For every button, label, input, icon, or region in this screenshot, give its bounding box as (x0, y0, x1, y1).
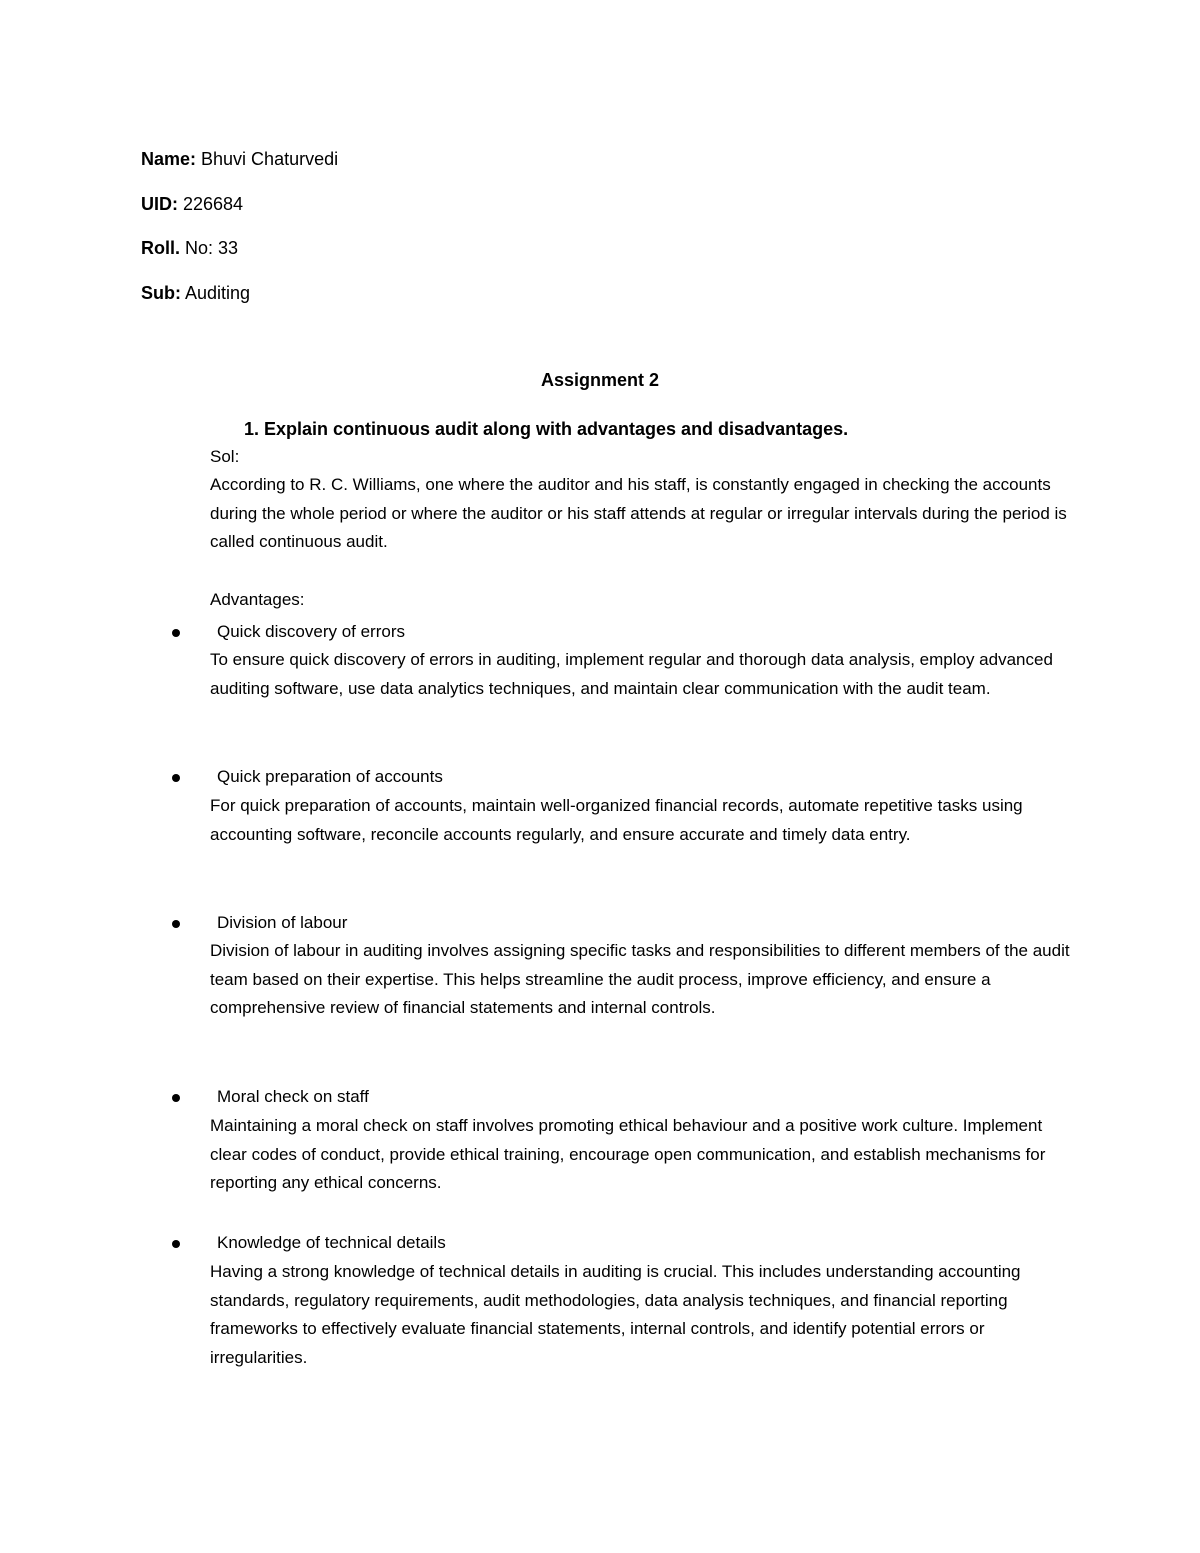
subject-line (141, 282, 250, 304)
advantage-heading: Division of labour (217, 913, 348, 932)
student-name-line (141, 148, 338, 170)
question-heading: 1. Explain continuous audit along with advantages and disadvantages. (244, 419, 849, 439)
advantage-heading: Knowledge of technical details (217, 1233, 446, 1252)
roll-line (141, 237, 238, 259)
advantage-text: To ensure quick discovery of errors in auditing, implement regular and thorough data analysis, employ advanced auditing software, use data analytics techniques, and maintain clear communication with the audit team. (210, 650, 1053, 698)
name-value: Bhuvi Chaturvedi (196, 149, 339, 169)
advantage-text: Maintaining a moral check on staff involves promoting ethical behaviour and a positive work culture. Implement clear codes of conduct, provide ethical training, encourage open communication, and establish mechanisms for reporting any ethical concerns. (210, 1116, 1046, 1193)
advantage-text: Division of labour in auditing involves assigning specific tasks and responsibilities to different members of the audit team based on their expertise. This helps streamline the audit process, improve efficiency, and ensure a comprehensive review of financial statements and internal controls. (210, 941, 1070, 1018)
definition-paragraph: According to R. C. Williams, one where the auditor and his staff, is constantly engaged in checking the accounts during the whole period or where the auditor or his staff attends at regular or irregular intervals during the period is called continuous audit. (210, 475, 1067, 552)
assignment-title: Assignment 2 (540, 370, 660, 390)
roll-value: No: 33 (180, 238, 239, 258)
name-label: Name: (141, 149, 197, 169)
roll-label: Roll. (141, 238, 180, 258)
advantage-text: For quick preparation of accounts, maintain well-organized financial records, automate repetitive tasks using accounting software, reconcile accounts regularly, and ensure accurate and timely data entry. (210, 796, 1023, 844)
sol-label: Sol: (210, 447, 240, 466)
advantages-label: Advantages: (210, 590, 305, 609)
advantage-heading: Quick preparation of accounts (217, 767, 443, 786)
bullet-icon (172, 774, 180, 782)
bullet-icon (172, 629, 180, 637)
advantage-heading: Quick discovery of errors (217, 622, 405, 641)
uid-value: 226684 (178, 194, 244, 214)
subject-label: Sub: (141, 283, 181, 303)
uid-line (141, 193, 243, 215)
bullet-icon (172, 1240, 180, 1248)
bullet-icon (172, 920, 180, 928)
advantage-text: Having a strong knowledge of technical details in auditing is crucial. This includes understanding accounting standards, regulatory requirements, audit methodologies, data analysis techniques, and financial reporting frameworks to effectively evaluate financial statements, internal controls, and identify potential errors or irregularities. (210, 1262, 1021, 1368)
uid-label: UID: (141, 194, 178, 214)
bullet-icon (172, 1094, 180, 1102)
subject-value: Auditing (181, 283, 251, 303)
advantage-heading: Moral check on staff (217, 1087, 369, 1106)
